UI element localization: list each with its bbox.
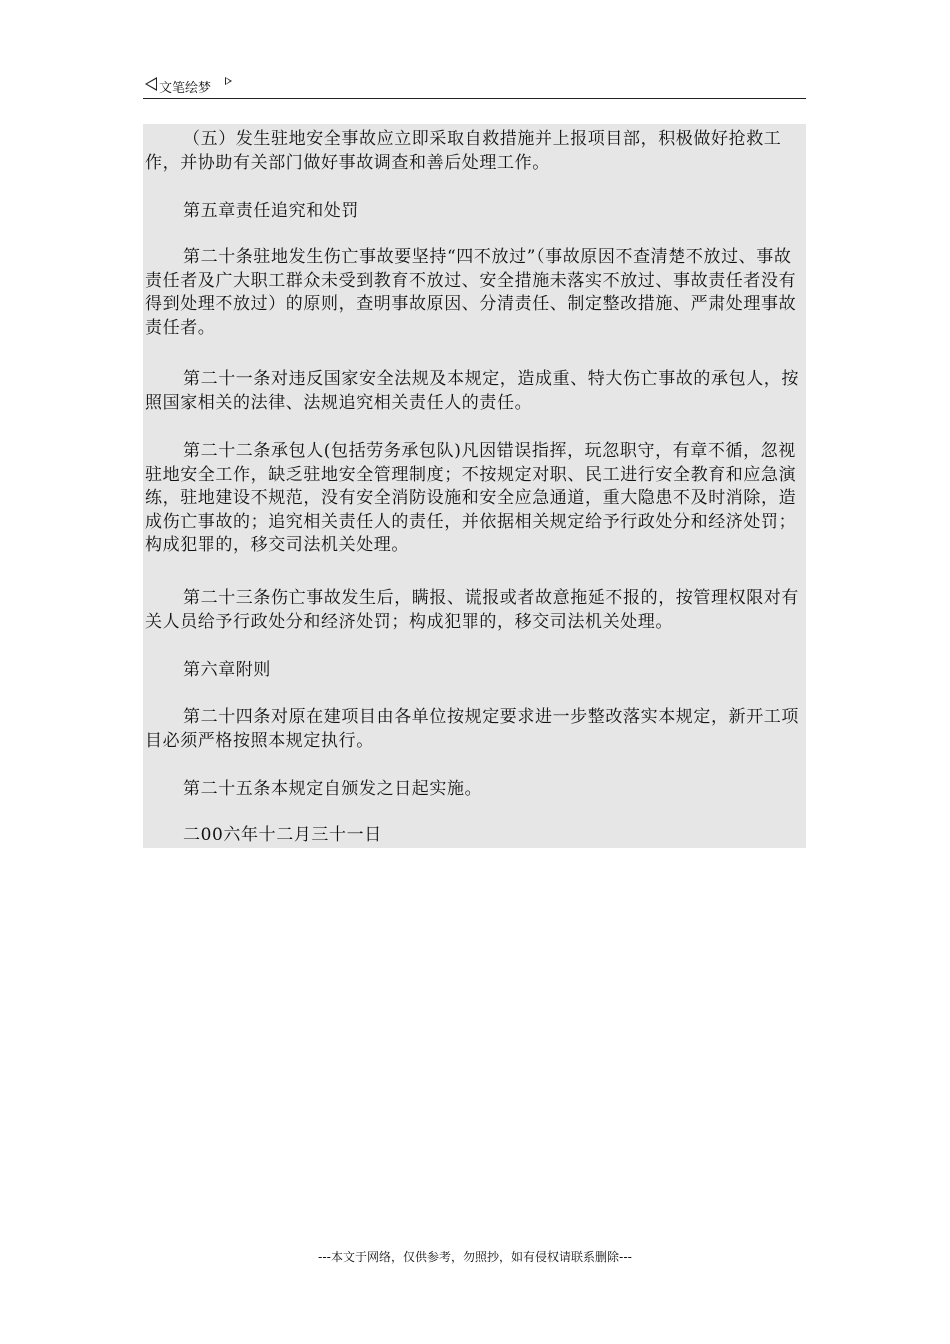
article-23: 第二十三条伤亡事故发生后，瞒报、谎报或者故意拖延不报的，按管理权限对有关人员给予行政处分和经济处罚；构成犯罪的，移交司法机关处理。 bbox=[145, 588, 799, 632]
article-24: 第二十四条对原在建项目由各单位按规定要求进一步整改落实本规定，新开工项目必须严格按照本规定执行。 bbox=[145, 707, 799, 751]
chapter-heading-5: 第五章责任追究和处罚 bbox=[183, 201, 359, 221]
issue-date: 二00六年十二月三十一日 bbox=[183, 825, 382, 845]
footer-notice: ---本文于网络，仅供参考，勿照抄，如有侵权请联系删除--- bbox=[318, 1250, 632, 1264]
triangle-left-icon bbox=[145, 77, 157, 91]
paragraph-emergency-response: （五）发生驻地安全事故应立即采取自救措施并上报项目部，积极做好抢救工作，并协助有关部门做好事故调查和善后处理工作。 bbox=[145, 129, 782, 173]
chapter-heading-6: 第六章附则 bbox=[183, 660, 271, 680]
article-22: 第二十二条承包人(包括劳务承包队)凡因错误指挥，玩忽职守，有章不循，忽视驻地安全工作，缺乏驻地安全管理制度；不按规定对职、民工进行安全教育和应急演练，驻地建设不规范，没有安全消防设施和安全应急通道，重大隐患不及时消除，造成伤亡事故的；追究相关责任人的责任，并依据相关规定给予行政处分和经济处罚；构成犯罪的，移交司法机关处理。 bbox=[145, 441, 797, 555]
article-25: 第二十五条本规定自颁发之日起实施。 bbox=[183, 779, 483, 799]
document-body bbox=[143, 124, 806, 848]
article-20: 第二十条驻地发生伤亡事故要坚持“四不放过”（事故原因不查清楚不放过、事故责任者及广大职工群众未受到教育不放过、安全措施未落实不放过、事故责任者没有得到处理不放过）的原则，查明事故原因、分清责任、制定整改措施、严肃处理事故责任者。 bbox=[145, 247, 797, 338]
page-header bbox=[143, 74, 806, 99]
triangle-right-icon bbox=[225, 77, 232, 85]
header-title: 文笔绘梦 bbox=[159, 81, 212, 96]
article-21: 第二十一条对违反国家安全法规及本规定，造成重、特大伤亡事故的承包人，按照国家相关的法律、法规追究相关责任人的责任。 bbox=[145, 369, 799, 413]
